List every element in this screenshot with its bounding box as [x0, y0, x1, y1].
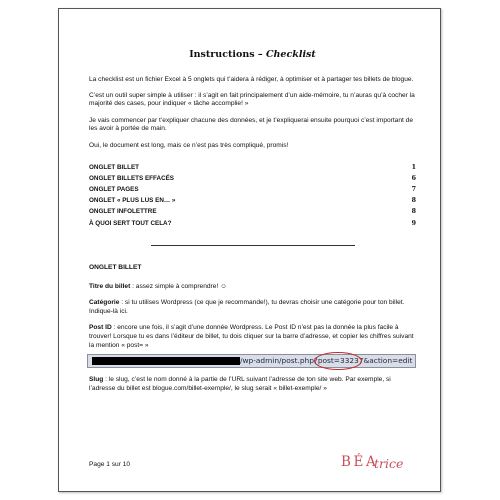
table-of-contents — [89, 162, 416, 229]
field-slug — [89, 376, 416, 393]
field-description: : si tu utilises Wordpress (ce que je recommande!), tu devras choisir une catégorie pour ton billet. Indique-là ici. — [89, 299, 405, 315]
toc-label: ONGLET INFOLETTRE — [89, 208, 157, 216]
toc-label: ONGLET BILLETS EFFACÉS — [89, 174, 175, 182]
intro-paragraph-1: La checklist est un fichier Excel à 5 onglets qui t’aidera à rédiger, à optimiser et à partager tes billets de blogue. — [89, 75, 414, 83]
address-bar-screenshot — [87, 354, 416, 368]
toc-label: ONGLET BILLET — [89, 163, 140, 171]
redacted-domain — [92, 357, 240, 365]
toc-page-number: 9 — [411, 219, 416, 227]
field-description: : encore une fois, il s’agit d’une donnée Wordpress. Le Post ID n’est pas la donnée la plus facile à trouver! Lorsque tu es dans l’éditeur de billet, tu dois cliquer sur la barre d’adresse, et copier les chiffres suivant la mention « post= » — [89, 324, 414, 349]
intro-paragraph-2: C’est un outil super simple à utiliser : il s’agit en fait principalement d’un aide-mémoire, tu n’auras qu’à cocher la majorité des cases, pour indiquer « tâche accomplie! » — [89, 91, 415, 108]
post-id-highlight-circle — [314, 352, 362, 370]
field-titre — [89, 283, 416, 292]
field-term: Slug — [89, 376, 104, 384]
toc-entry[interactable] — [89, 218, 416, 229]
field-post-id — [89, 324, 416, 350]
page-footer-number: Page 1 sur 10 — [89, 461, 131, 468]
intro-paragraph-4: Oui, le document est long, mais ce n’est pas très compliqué, promis! — [89, 141, 289, 149]
toc-label: À QUOI SERT TOUT CELA? — [89, 219, 172, 227]
field-term: Catégorie — [89, 299, 120, 307]
toc-entry[interactable] — [89, 173, 416, 184]
logo-script: trice — [374, 456, 404, 471]
document-title — [89, 49, 416, 62]
field-term: Post ID — [89, 324, 112, 332]
field-categorie — [89, 299, 416, 316]
toc-label: ONGLET PAGES — [89, 186, 139, 194]
section-divider — [151, 245, 355, 246]
document-page — [58, 8, 441, 492]
title-main: Instructions – — [189, 49, 266, 60]
toc-label: ONGLET « PLUS LUS EN… » — [89, 197, 176, 205]
toc-page-number: 8 — [411, 197, 416, 205]
page-content — [89, 49, 416, 401]
toc-entry[interactable] — [89, 185, 416, 196]
address-bar-url: /wp-admin/post.php?post=33237&action=edit — [240, 356, 413, 366]
field-description: : assez simple à comprendre! ☺ — [130, 283, 227, 291]
toc-entry[interactable] — [89, 207, 416, 218]
toc-entry[interactable] — [89, 196, 416, 207]
section-heading: ONGLET BILLET — [89, 264, 142, 272]
field-description: : le slug, c’est le nom donné à la partie de l’URL suivant l’adresse de ton site web. Par exemple, si l’adresse du billet est blogue.com/billet-exemple/, le slug serait « billet-exemple/ » — [89, 376, 391, 392]
logo-caps: BÉA — [341, 454, 379, 470]
title-italic: Checklist — [265, 49, 316, 60]
intro-paragraph-3: Je vais commencer par t’expliquer chacune des données, et je t’expliquerai ensuite pourquoi c’est important de les avoir à portée de main. — [89, 116, 414, 133]
toc-page-number: 6 — [411, 174, 416, 182]
toc-page-number: 7 — [411, 186, 416, 194]
toc-page-number: 1 — [411, 163, 416, 171]
field-term: Titre du billet — [89, 283, 131, 291]
toc-page-number: 8 — [411, 208, 416, 216]
toc-entry[interactable] — [89, 162, 416, 173]
beatrice-logo — [341, 452, 425, 476]
